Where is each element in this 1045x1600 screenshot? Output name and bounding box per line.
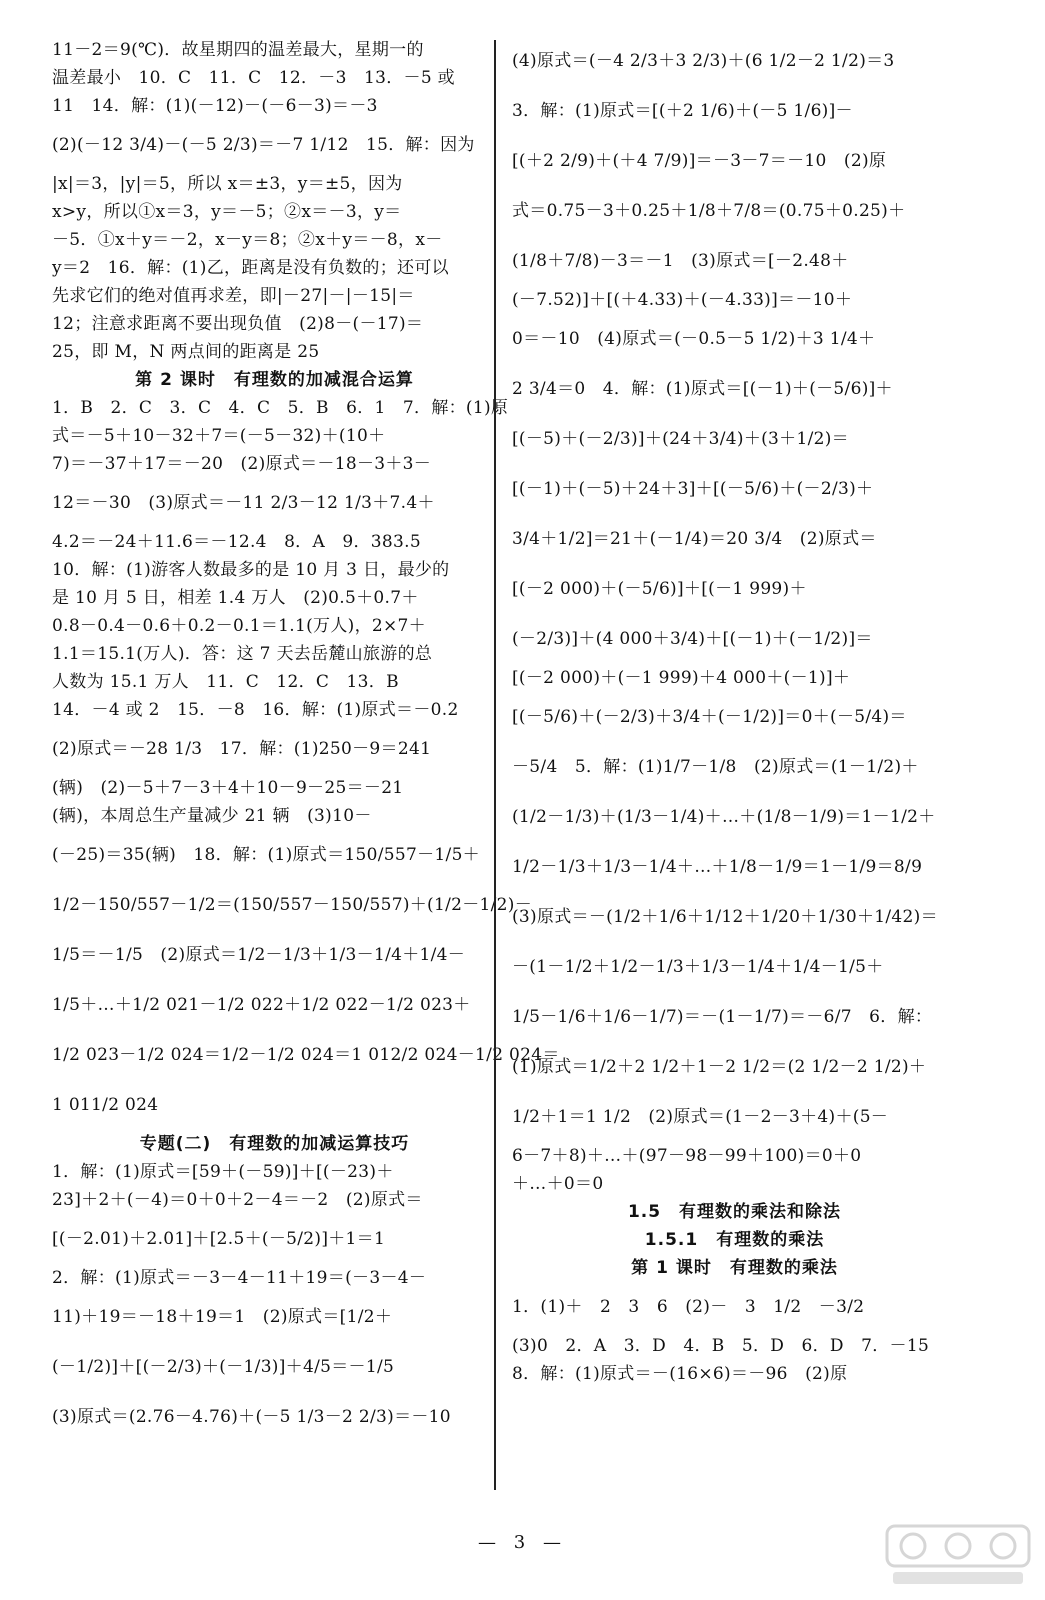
text-line: 1．解：(1)原式＝[59＋(－59)]＋[(－23)＋ xyxy=(52,1162,394,1182)
text-line: (－1/2)]＋[(－2/3)＋(－1/3)]＋4/5＝－1/5 xyxy=(52,1357,395,1377)
section-heading: 1.5 有理数的乘法和除法 xyxy=(627,1202,842,1222)
text-line: 1．B 2．C 3．C 4．C 5．B 6．1 7．解：(1)原 xyxy=(52,398,509,418)
text-line: [(－1)＋(－5)＋24＋3]＋[(－5/6)＋(－2/3)＋ xyxy=(512,479,874,499)
text-line: 3．解：(1)原式＝[(＋2 1/6)＋(－5 1/6)]－ xyxy=(512,101,853,121)
text-line: (3)原式＝(2.76－4.76)＋(－5 1/3－2 2/3)＝－10 xyxy=(52,1407,451,1427)
text-line: (3)原式＝－(1/2＋1/6＋1/12＋1/20＋1/30＋1/42)＝ xyxy=(512,907,938,927)
section-heading: 1.5.1 有理数的乘法 xyxy=(644,1230,825,1250)
text-line: [(－2 000)＋(－5/6)]＋[(－1 999)＋ xyxy=(512,579,807,599)
text-line: 2 3/4＝0 4．解：(1)原式＝[(－1)＋(－5/6)]＋ xyxy=(512,379,893,399)
text-line: 1．(1)＋ 2 3 6 (2)－ 3 1/2 －3/2 xyxy=(512,1297,865,1317)
section-heading: 专题(二) 有理数的加减运算技巧 xyxy=(139,1134,410,1154)
page-number: — 3 — xyxy=(478,1532,567,1553)
text-line: 14．－4 或 2 15．－8 16．解：(1)原式＝－0.2 xyxy=(52,700,459,720)
text-line: －5/4 5．解：(1)1/7－1/8 (2)原式＝(1－1/2)＋ xyxy=(512,757,919,777)
text-line: 11 14．解：(1)(－12)－(－6－3)＝－3 xyxy=(52,96,378,116)
text-line: 0.8－0.4－0.6＋0.2－0.1＝1.1(万人)，2×7＋ xyxy=(52,616,426,636)
column-divider xyxy=(494,40,496,1490)
text-line: 2．解：(1)原式＝－3－4－11＋19＝(－3－4－ xyxy=(52,1268,427,1288)
section-heading: 第 2 课时 有理数的加减混合运算 xyxy=(135,370,414,390)
text-line: 23]＋2＋(－4)＝0＋0＋2－4＝－2 (2)原式＝ xyxy=(52,1190,423,1210)
text-line: 3/4＋1/2]＝21＋(－1/4)＝20 3/4 (2)原式＝ xyxy=(512,529,877,549)
text-line: 1/5－1/6＋1/6－1/7)＝－(1－1/7)＝－6/7 6．解： xyxy=(512,1007,933,1027)
text-line: (1)原式＝1/2＋2 1/2＋1－2 1/2＝(2 1/2－2 1/2)＋ xyxy=(512,1057,927,1077)
text-line: 11)＋19＝－18＋19＝1 (2)原式＝[1/2＋ xyxy=(52,1307,393,1327)
text-line: 1 011/2 024 xyxy=(52,1095,159,1115)
text-line: |x|＝3，|y|＝5，所以 x＝±3，y＝±5，因为 xyxy=(52,174,403,194)
text-line: －(1－1/2＋1/2－1/3＋1/3－1/4＋1/4－1/5＋ xyxy=(512,957,884,977)
text-line: 1/2－1/3＋1/3－1/4＋…＋1/8－1/9＝1－1/9＝8/9 xyxy=(512,857,923,877)
watermark-logo xyxy=(883,1520,1033,1590)
text-line: 1/2＋1＝1 1/2 (2)原式＝(1－2－3＋4)＋(5－ xyxy=(512,1107,889,1127)
text-line: (3)0 2．A 3．D 4．B 5．D 6．D 7．－15 xyxy=(512,1336,930,1356)
text-line: (－2/3)]＋(4 000＋3/4)＋[(－1)＋(－1/2)]＝ xyxy=(512,629,873,649)
text-line: [(－2 000)＋(－1 999)＋4 000＋(－1)]＋ xyxy=(512,668,851,688)
text-line: 温差最小 10．C 11．C 12．－3 13．－5 或 xyxy=(52,68,455,88)
text-line: 式＝－5＋10－32＋7＝(－5－32)＋(10＋ xyxy=(52,426,386,446)
text-line: [(－2.01)＋2.01]＋[2.5＋(－5/2)]＋1＝1 xyxy=(52,1229,386,1249)
text-line: (－7.52)]＋[(＋4.33)＋(－4.33)]＝－10＋ xyxy=(512,290,853,310)
text-line: 人数为 15.1 万人 11．C 12．C 13．B xyxy=(52,672,399,692)
text-line: 10．解：(1)游客人数最多的是 10 月 3 日，最少的 xyxy=(52,560,450,580)
text-line: (－25)＝35(辆) 18．解：(1)原式＝150/557－1/5＋ xyxy=(52,845,480,865)
text-line: 11－2＝9(℃)．故星期四的温差最大，星期一的 xyxy=(52,40,424,60)
text-line: 1/5＋…＋1/2 021－1/2 022＋1/2 022－1/2 023＋ xyxy=(52,995,471,1015)
text-line: x>y，所以①x＝3，y＝－5；②x＝－3，y＝ xyxy=(52,202,402,222)
text-line: ＋…＋0＝0 xyxy=(512,1174,604,1194)
text-line: (1/2－1/3)＋(1/3－1/4)＋…＋(1/8－1/9)＝1－1/2＋ xyxy=(512,807,936,827)
text-line: (辆) (2)－5＋7－3＋4＋10－9－25＝－21 xyxy=(52,778,404,798)
text-line: 1.1＝15.1(万人)．答：这 7 天去岳麓山旅游的总 xyxy=(52,644,433,664)
text-line: 12；注意求距离不要出现负值 (2)8－(－17)＝ xyxy=(52,314,424,334)
text-line: 6－7＋8)＋…＋(97－98－99＋100)＝0＋0 xyxy=(512,1146,862,1166)
text-line: 0＝－10 (4)原式＝(－0.5－5 1/2)＋3 1/4＋ xyxy=(512,329,876,349)
text-line: (1/8＋7/8)－3＝－1 (3)原式＝[－2.48＋ xyxy=(512,251,849,271)
right-column xyxy=(512,38,957,1390)
text-line: (2)原式＝－28 1/3 17．解：(1)250－9＝241 xyxy=(52,739,432,759)
text-line: (辆)，本周总生产量减少 21 辆 (3)10－ xyxy=(52,806,372,826)
text-line: [(－5)＋(－2/3)]＋(24＋3/4)＋(3＋1/2)＝ xyxy=(512,429,849,449)
text-line: 4.2＝－24＋11.6＝－12.4 8．A 9．383.5 xyxy=(52,532,421,552)
watermark-icon xyxy=(883,1520,1033,1590)
text-line: 先求它们的绝对值再求差，即|－27|－|－15|＝ xyxy=(52,286,415,306)
left-column xyxy=(52,38,560,1444)
text-line: [(－5/6)＋(－2/3)＋3/4＋(－1/2)]＝0＋(－5/4)＝ xyxy=(512,707,907,727)
text-line: 7)＝－37＋17＝－20 (2)原式＝－18－3＋3－ xyxy=(52,454,432,474)
text-line: (4)原式＝(－4 2/3＋3 2/3)＋(6 1/2－2 1/2)＝3 xyxy=(512,51,895,71)
text-line: －5．①x＋y＝－2，x－y＝8；②x＋y＝－8，x－ xyxy=(52,230,443,250)
text-line: 8．解：(1)原式＝－(16×6)＝－96 (2)原 xyxy=(512,1364,848,1384)
section-heading: 第 1 课时 有理数的乘法 xyxy=(631,1258,838,1278)
text-line: 1/2－150/557－1/2＝(150/557－150/557)＋(1/2－1/2)－ xyxy=(52,895,533,915)
text-line: 式＝0.75－3＋0.25＋1/8＋7/8＝(0.75＋0.25)＋ xyxy=(512,201,906,221)
text-line: (2)(－12 3/4)－(－5 2/3)＝－7 1/12 15．解：因为 xyxy=(52,135,475,155)
text-line: 1/2 023－1/2 024＝1/2－1/2 024＝1 012/2 024－1/2 024＝ xyxy=(52,1045,560,1065)
text-line: y＝2 16．解：(1)乙，距离是没有负数的；还可以 xyxy=(52,258,449,278)
text-line: 是 10 月 5 日，相差 1.4 万人 (2)0.5＋0.7＋ xyxy=(52,588,419,608)
text-line: 1/5＝－1/5 (2)原式＝1/2－1/3＋1/3－1/4＋1/4－ xyxy=(52,945,466,965)
text-line: 25，即 M，N 两点间的距离是 25 xyxy=(52,342,320,362)
text-line: 12＝－30 (3)原式＝－11 2/3－12 1/3＋7.4＋ xyxy=(52,493,435,513)
text-line: [(＋2 2/9)＋(＋4 7/9)]＝－3－7＝－10 (2)原 xyxy=(512,151,887,171)
